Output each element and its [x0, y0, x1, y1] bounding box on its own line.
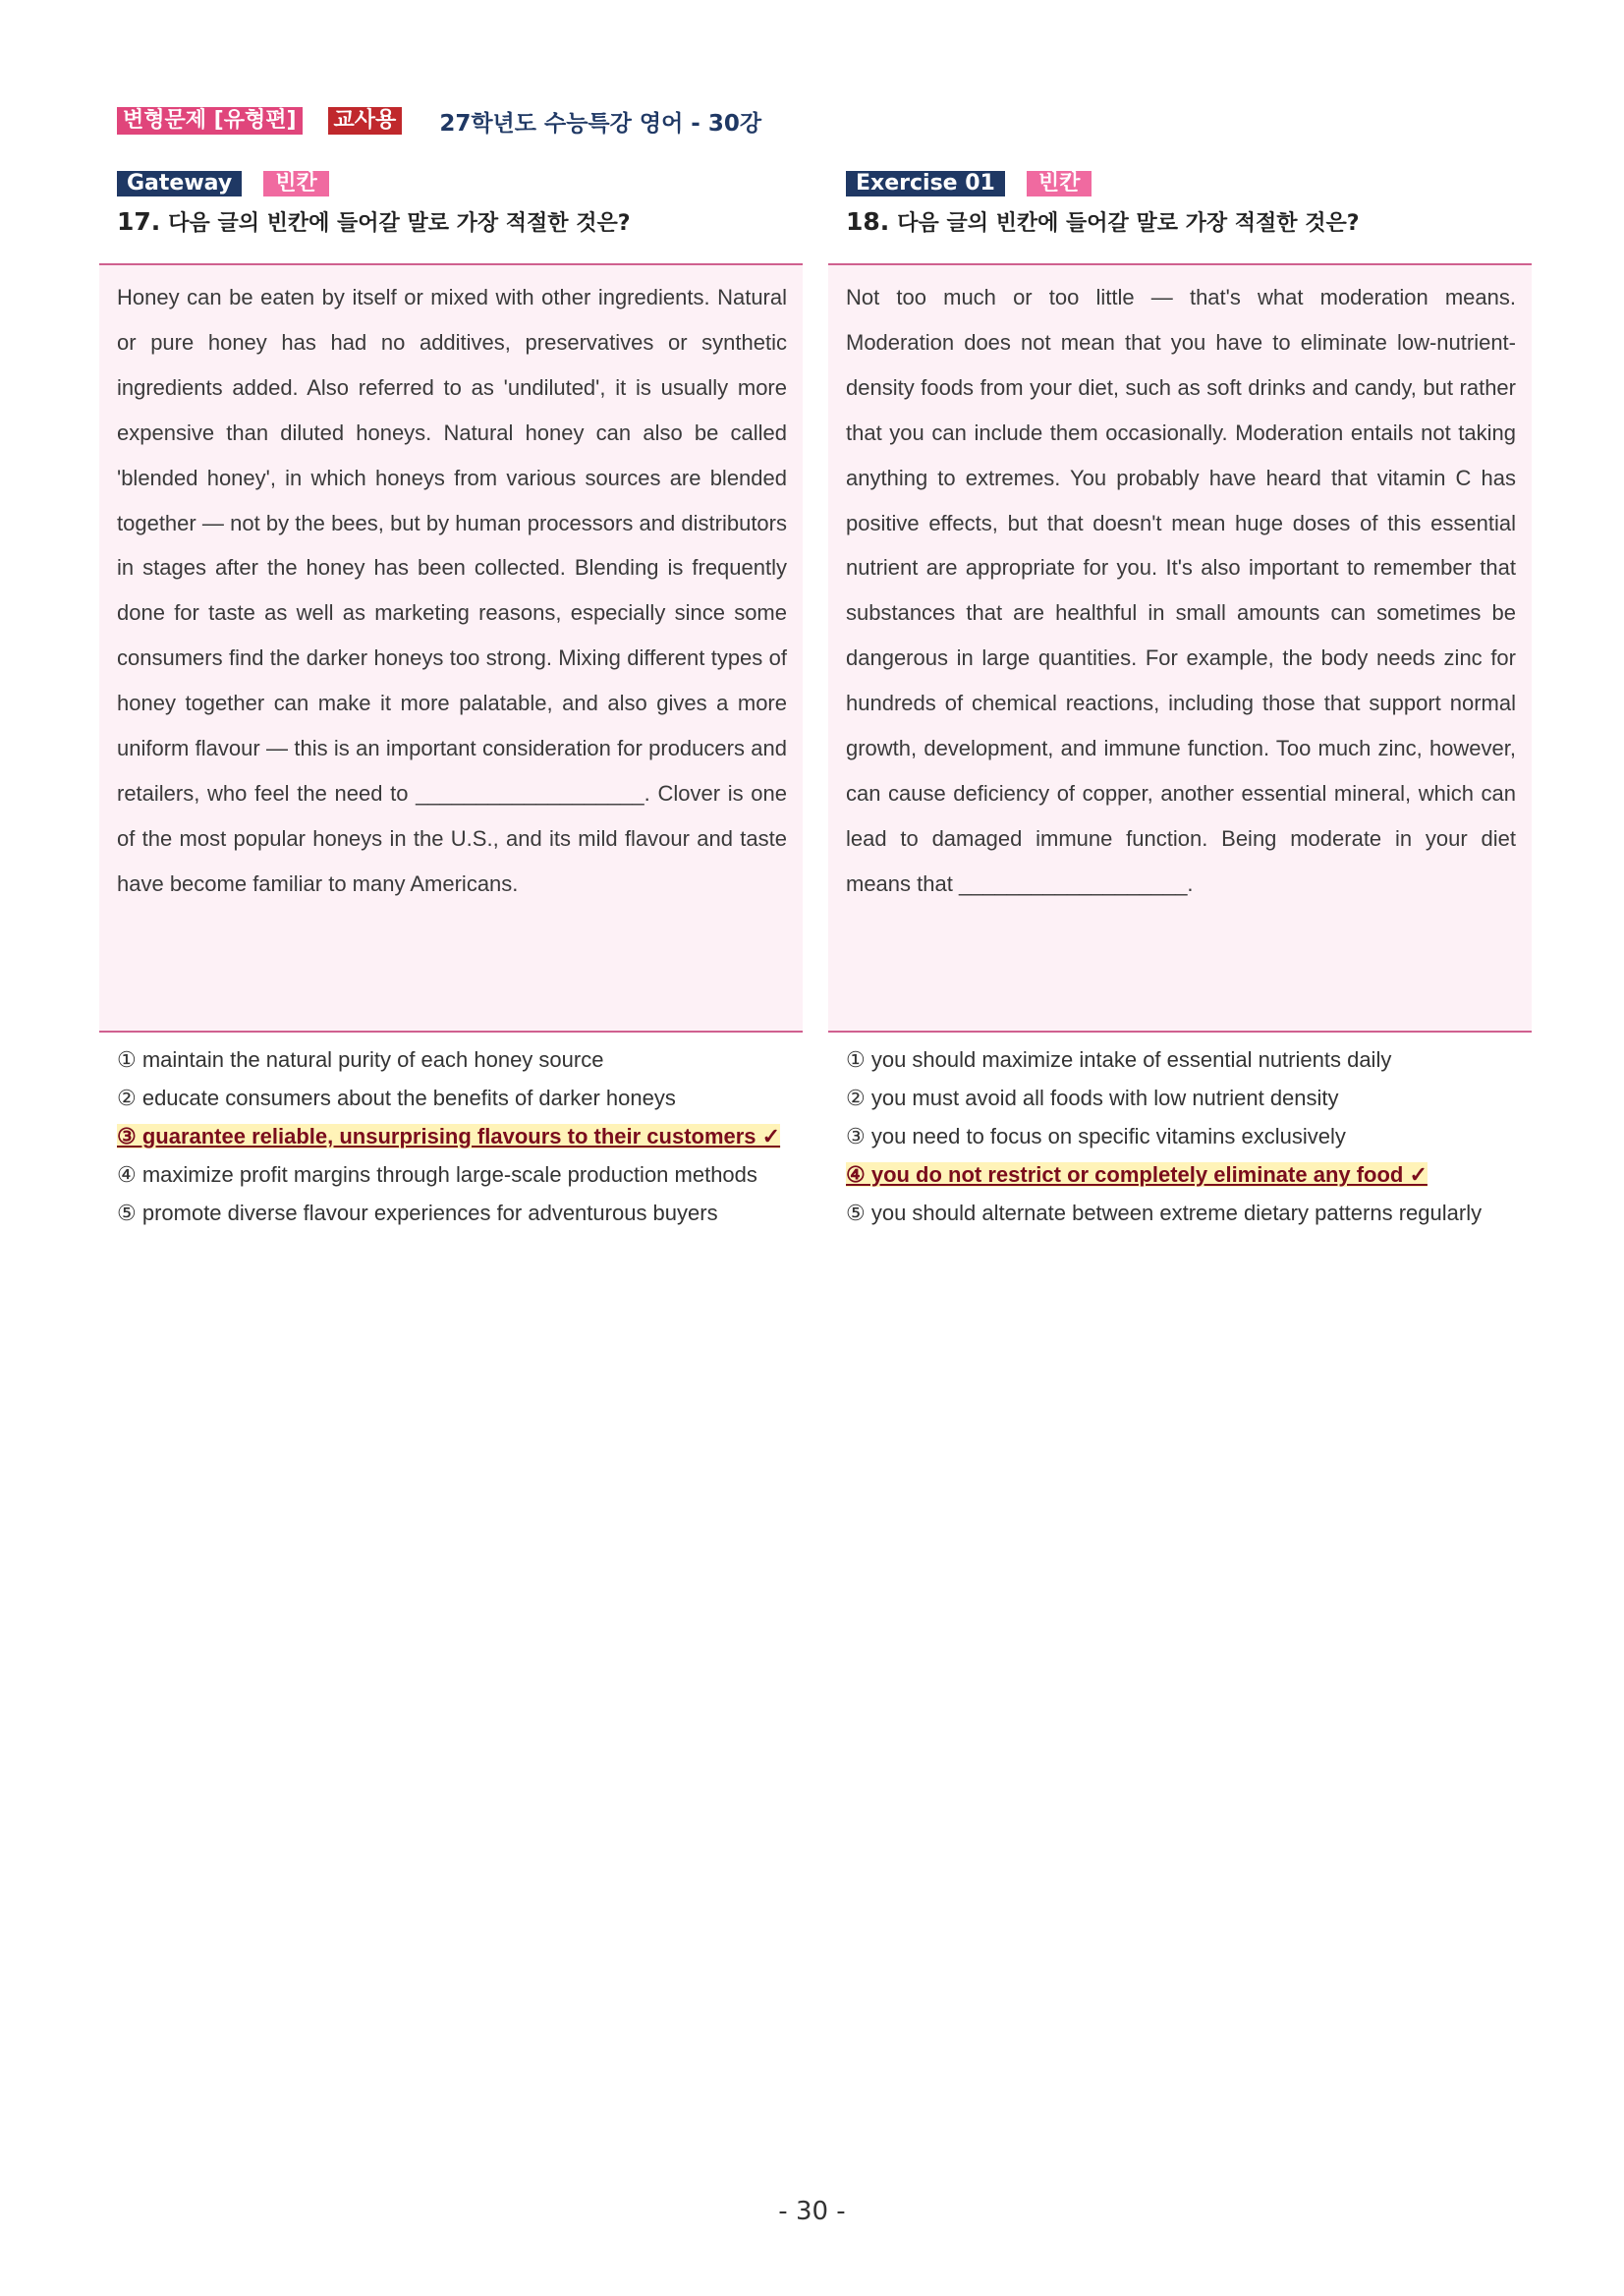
- type-label: Exercise 01: [846, 171, 1005, 196]
- option-4[interactable]: ④ maximize profit margins through large-scale production methods: [117, 1162, 757, 1187]
- question-18-column: [828, 169, 1532, 1232]
- passage-box: Honey can be eaten by itself or mixed with other ingredients. Natural or pure honey has had no additives, preservatives or synthetic ingredients added. Also referred to as 'undiluted', it is usually more expensive than diluted honeys. Natural honey can also be called 'blended honey', in which honeys from various sources are blended together — not by the bees, but by human processors and distributors in stages after the honey has been collected. Blending is frequently done for taste as well as marketing reasons, especially since some consumers find the darker honeys too strong. Mixing different types of honey together can make it more palatable, and also gives a more uniform flavour — this is an important consideration for producers and retailers, who feel the need to ___________________. Clover is one of the most popular honeys in the U.S., and its mild flavour and taste have become familiar to many Americans.: [99, 263, 803, 1033]
- option-5[interactable]: ⑤ promote diverse flavour experiences for adventurous buyers: [117, 1201, 718, 1225]
- answer-options: [828, 1040, 1532, 1232]
- page-header: [117, 104, 761, 138]
- kind-label: 빈칸: [263, 171, 329, 196]
- answer-options: [99, 1040, 803, 1232]
- question-17-column: [99, 169, 803, 1232]
- question-text: 다음 글의 빈칸에 들어갈 말로 가장 적절한 것은?: [897, 211, 1360, 236]
- question-number: 18.: [846, 207, 890, 236]
- option-1[interactable]: ① you should maximize intake of essential nutrients daily: [846, 1047, 1392, 1072]
- page-title: 27학년도 수능특강 영어 - 30강: [439, 110, 762, 137]
- question-labels: [99, 169, 803, 198]
- variant-tag: 변형문제 [유형편]: [117, 107, 303, 135]
- option-2[interactable]: ② educate consumers about the benefits of darker honeys: [117, 1086, 676, 1110]
- page-number: - 30 -: [778, 2197, 846, 2226]
- correct-option-text: ④ you do not restrict or completely eliminate any food ✓: [846, 1162, 1428, 1187]
- option-1[interactable]: ① maintain the natural purity of each honey source: [117, 1047, 604, 1072]
- option-2[interactable]: ② you must avoid all foods with low nutrient density: [846, 1086, 1339, 1110]
- question-number: 17.: [117, 207, 161, 236]
- option-5[interactable]: ⑤ you should alternate between extreme dietary patterns regularly: [846, 1201, 1483, 1225]
- question-prompt: [99, 204, 803, 240]
- option-3-correct[interactable]: [117, 1117, 803, 1155]
- teacher-tag: 교사용: [328, 107, 403, 135]
- kind-label: 빈칸: [1027, 171, 1092, 196]
- type-label: Gateway: [117, 171, 242, 196]
- option-4-correct[interactable]: [846, 1155, 1532, 1194]
- question-prompt: [828, 204, 1532, 240]
- passage-box: Not too much or too little — that's what moderation means. Moderation does not mean that you have to eliminate low-nutrient-density foods from your diet, such as soft drinks and candy, but rather that you can include them occasionally. Moderation entails not taking anything to extremes. You probably have heard that vitamin C has positive effects, but that doesn't mean huge doses of this essential nutrient are appropriate for you. It's also important to remember that substances that are healthful in small amounts can sometimes be dangerous in large quantities. For example, the body needs zinc for hundreds of chemical reactions, including those that support normal growth, development, and immune function. Too much zinc, however, can cause deficiency of copper, another essential mineral, which can lead to damaged immune function. Being moderate in your diet means that ___________________.: [828, 263, 1532, 1033]
- question-text: 다음 글의 빈칸에 들어갈 말로 가장 적절한 것은?: [168, 211, 631, 236]
- option-3[interactable]: ③ you need to focus on specific vitamins exclusively: [846, 1124, 1346, 1148]
- correct-option-text: ③ guarantee reliable, unsurprising flavours to their customers ✓: [117, 1124, 781, 1148]
- question-labels: [828, 169, 1532, 198]
